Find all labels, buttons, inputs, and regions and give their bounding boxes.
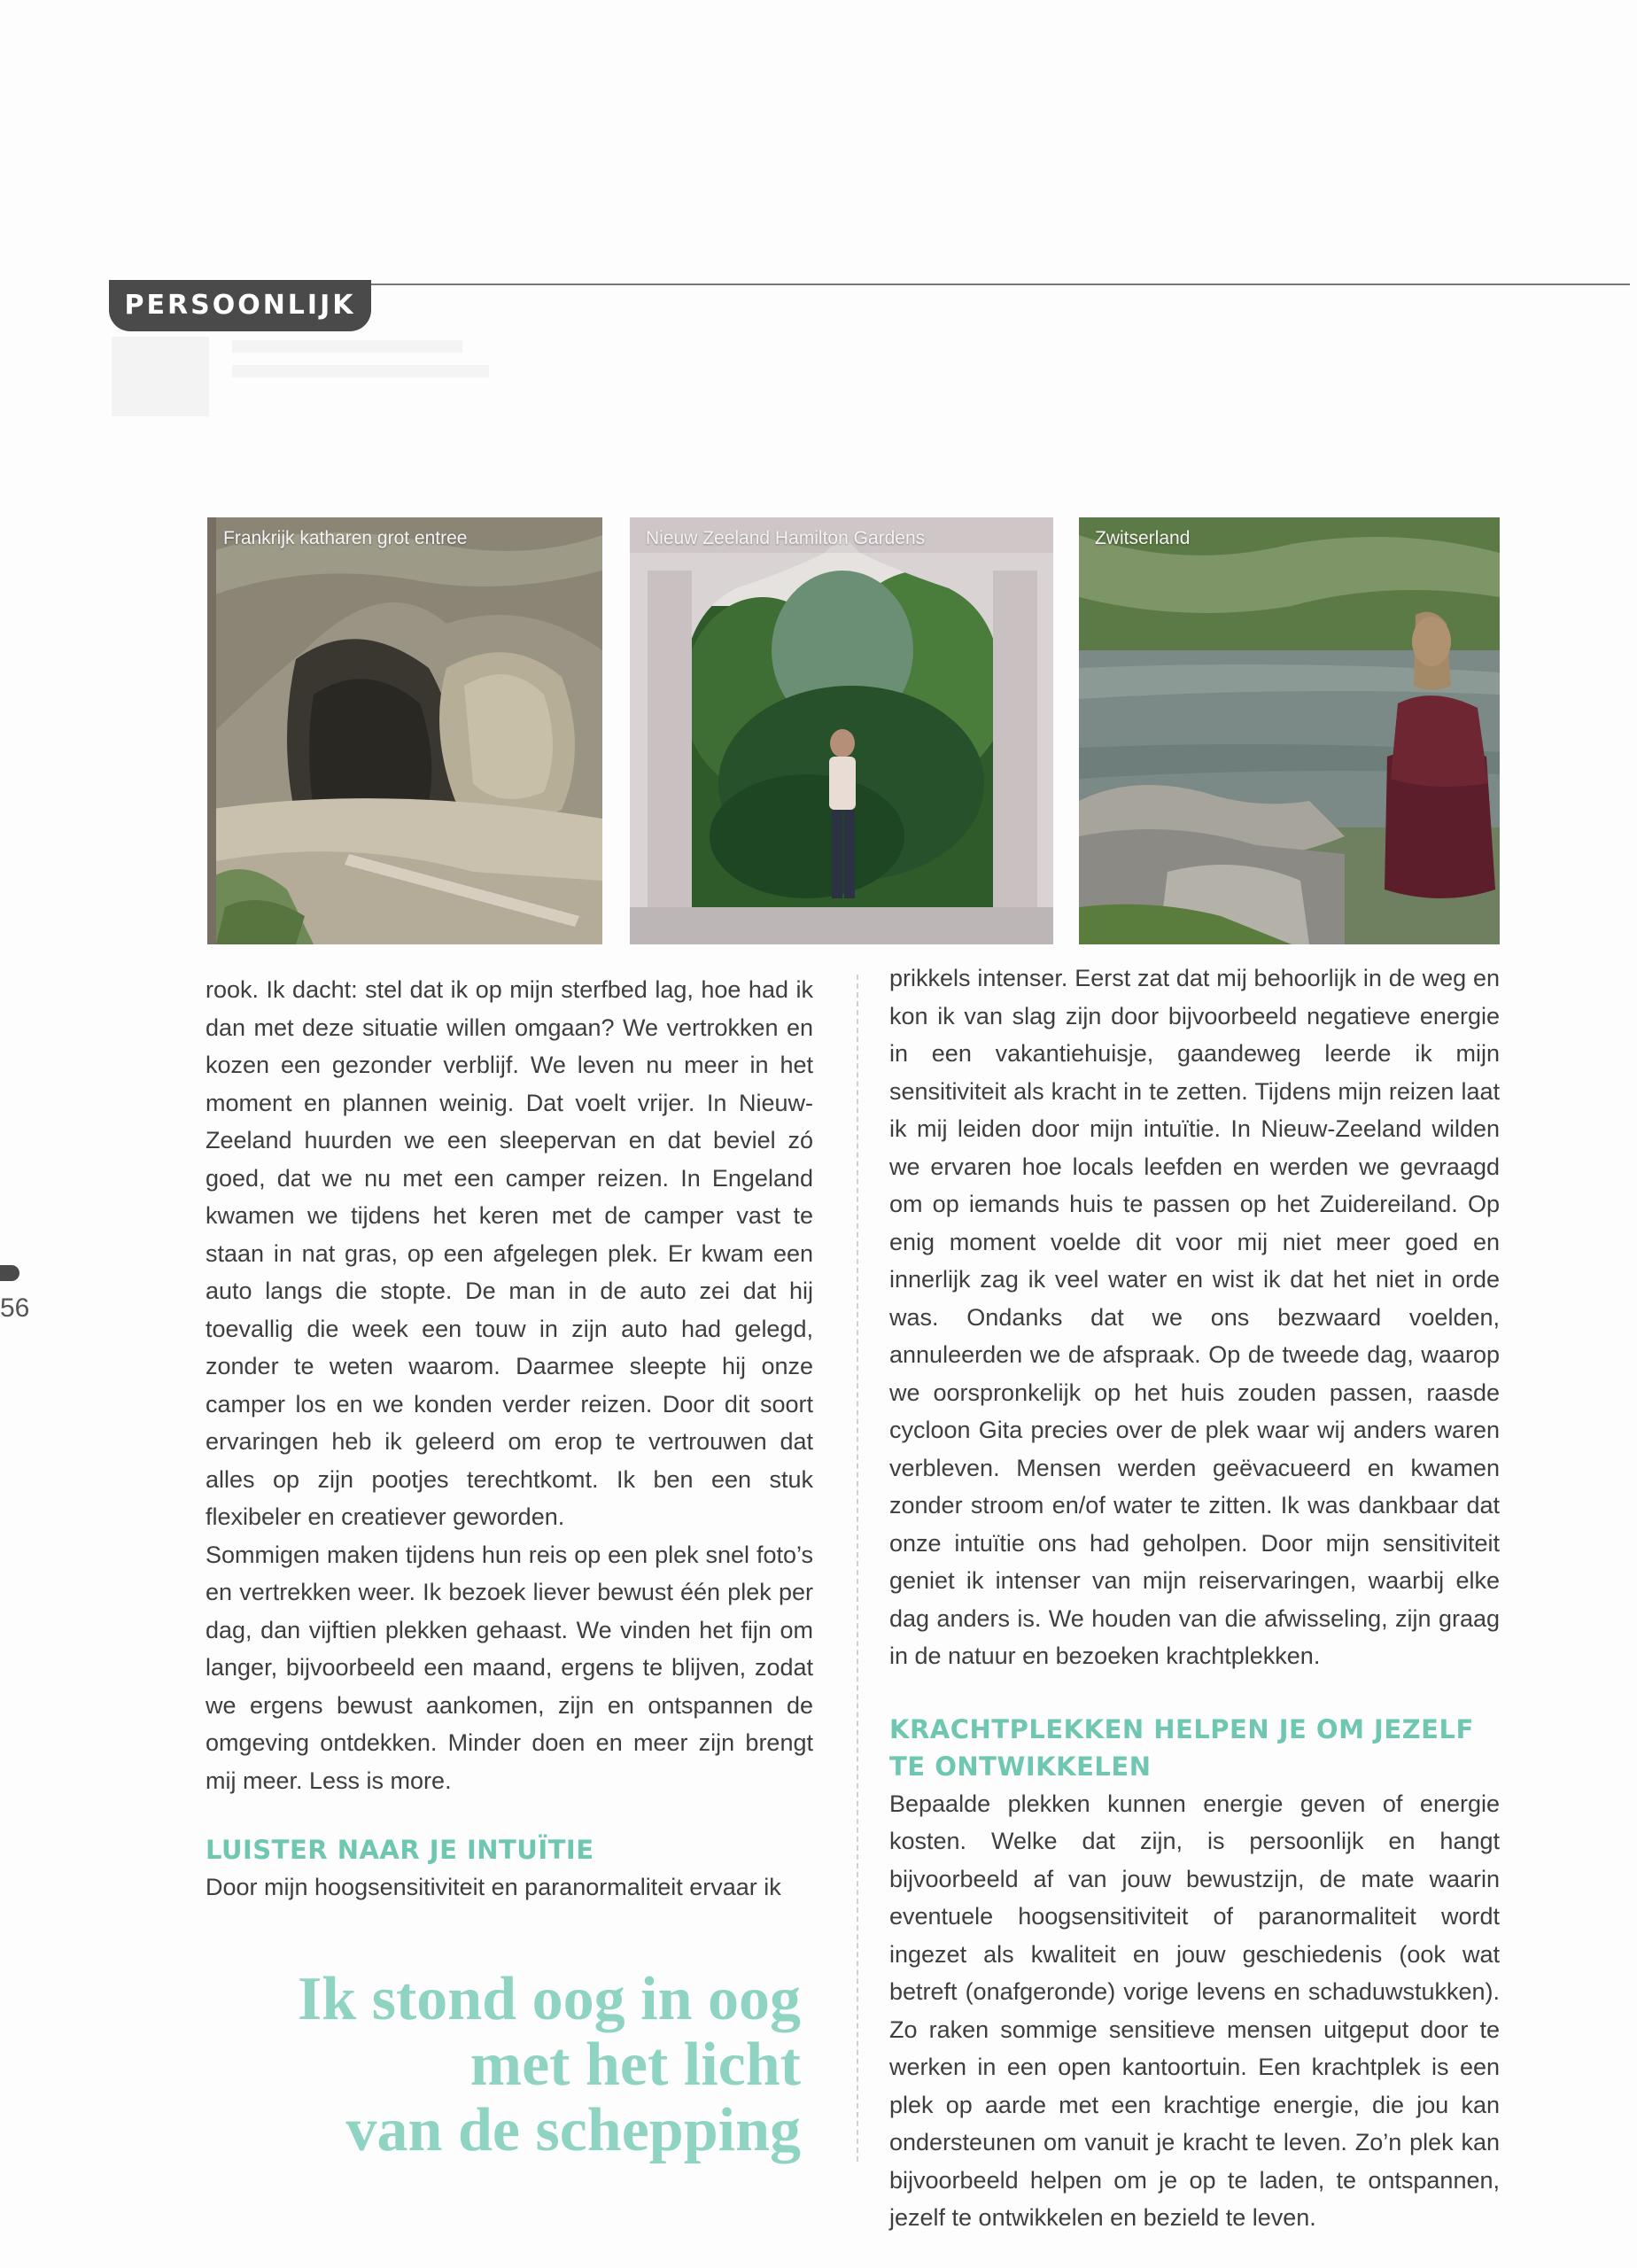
column-divider [857, 975, 858, 2162]
right-paragraph-1: prikkels intenser. Eerst zat dat mij behoorlijk in de weg en kon ik van slag zijn door bijvoorbeeld negatieve energie in een vakantiehuisje, gaandeweg leerde ik mijn sensitiviteit als kracht in te zetten. Tijdens mijn reizen laat ik mij leiden door mijn intuïtie. In Nieuw-Zeeland wilden we ervaren hoe locals leefden en werden we gevraagd om op iemands huis te passen op het Zuidereiland. Op enig moment voelde dit voor mij niet meer goed en innerlijk zag ik veel water en wist ik dat het niet in orde was. Ondanks dat we ons bezwaard voelden, annuleerden we de afspraak. Op de tweede dag, waarop we oorspronkelijk op het huis zouden passen, raasde cycloon Gita precies over de plek waar wij anders waren verbleven. Mensen werden geëvacueerd en kwamen zonder stroom en/of water te zitten. Ik was dankbaar dat onze intuïtie ons had geholpen. Door mijn sensitiviteit geniet ik intenser van mijn reiservaringen, waarbij elke dag anders is. We houden van die afwisseling, zijn graag in de natuur en bezoeken krachtplekken. [889, 965, 1500, 1669]
page-number: 56 [0, 1293, 30, 1323]
pull-quote-line-3: van de schepping [345, 2096, 801, 2164]
cave-photo-illustration [207, 517, 602, 944]
photo-cave [207, 517, 602, 944]
page-marker [0, 1265, 19, 1281]
pull-quote [206, 1967, 801, 2163]
right-paragraph-2: Bepaalde plekken kunnen energie geven of energie kosten. Welke dat zijn, is persoonlijk en hangt bijvoorbeeld af van jouw bewustzijn, de mate waarin eventuele hoogsensitiviteit of paranormaliteit wordt ingezet als kwaliteit en jouw geschiedenis (ook wat betreft (onafgeronde) vorige levens en schaduwstukken). Zo raken sommige sensitieve mensen uitgeput door te werken in een open kantoortuin. Een krachtplek is een plek op aarde met een krachtige energie, die jou kan ondersteunen om vanuit je kracht te leven. Zo’n plek kan bijvoorbeeld helpen om je op te laden, te ontspannen, jezelf te ontwikkelen en bezield te leven. [889, 1790, 1500, 2231]
photo-caption-hamilton: Nieuw Zeeland Hamilton Gardens [646, 528, 926, 548]
heading-krachtplekken: KRACHTPLEKKEN HELPEN JE OM JEZELF TE ONTWIKKELEN [889, 1713, 1474, 1782]
garden-photo-illustration [630, 517, 1053, 944]
photo-caption-cave: Frankrijk katharen grot entree [223, 528, 468, 548]
pull-quote-line-1: Ik stond oog in oog [298, 1965, 801, 2033]
section-label: PERSOONLIJK [109, 280, 371, 331]
show-through-mark [232, 365, 489, 377]
article-left-column [206, 971, 813, 1907]
photo-caption-switzerland: Zwitserland [1095, 528, 1191, 548]
left-paragraph-1: rook. Ik dacht: stel dat ik op mijn sterfbed lag, hoe had ik dan met deze situatie willen omgaan? We vertrokken en kozen een gezonder verblijf. We leven nu meer in het moment en plannen weinig. Dat voelt vrijer. In Nieuw-Zeeland huurden we een sleepervan en dat beviel zó goed, dat we nu met een camper reizen. In Engeland kwamen we tijdens het keren met de camper vast te staan in nat gras, op een afgelegen plek. Er kwam een auto langs die stopte. De man in de auto zei dat hij toevallig die week een touw in zijn auto had gelegd, zonder te weten waarom. Daarmee sleepte hij onze camper los en we konden verder reizen. Door dit soort ervaringen heb ik geleerd om erop te vertrouwen dat alles op zijn pootjes terechtkomt. Ik ben een stuk flexibeler en creatiever geworden. [206, 976, 813, 1530]
show-through-mark [112, 337, 209, 416]
lake-photo-illustration [1079, 517, 1500, 944]
article-right-column [889, 959, 1500, 2237]
left-paragraph-3: Door mijn hoogsensitiviteit en paranormaliteit ervaar ik [206, 1874, 781, 1900]
left-paragraph-2: Sommigen maken tijdens hun reis op een plek snel foto’s en vertrekken weer. Ik bezoek liever bewust één plek per dag, dan vijftien plekken gehaast. We vinden het fijn om langer, bijvoorbeeld een maand, ergens te blijven, zodat we ergens bewust aankomen, zijn en ontspannen de omgeving ontdekken. Minder doen en meer zijn brengt mij meer. Less is more. [206, 1541, 813, 1794]
photo-switzerland [1079, 517, 1500, 944]
pull-quote-line-2: met het licht [469, 2031, 801, 2099]
photo-hamilton-gardens [630, 517, 1053, 944]
heading-luister-naar-je-intuitie: LUISTER NAAR JE INTUÏTIE [206, 1835, 594, 1865]
show-through-mark [232, 340, 462, 353]
